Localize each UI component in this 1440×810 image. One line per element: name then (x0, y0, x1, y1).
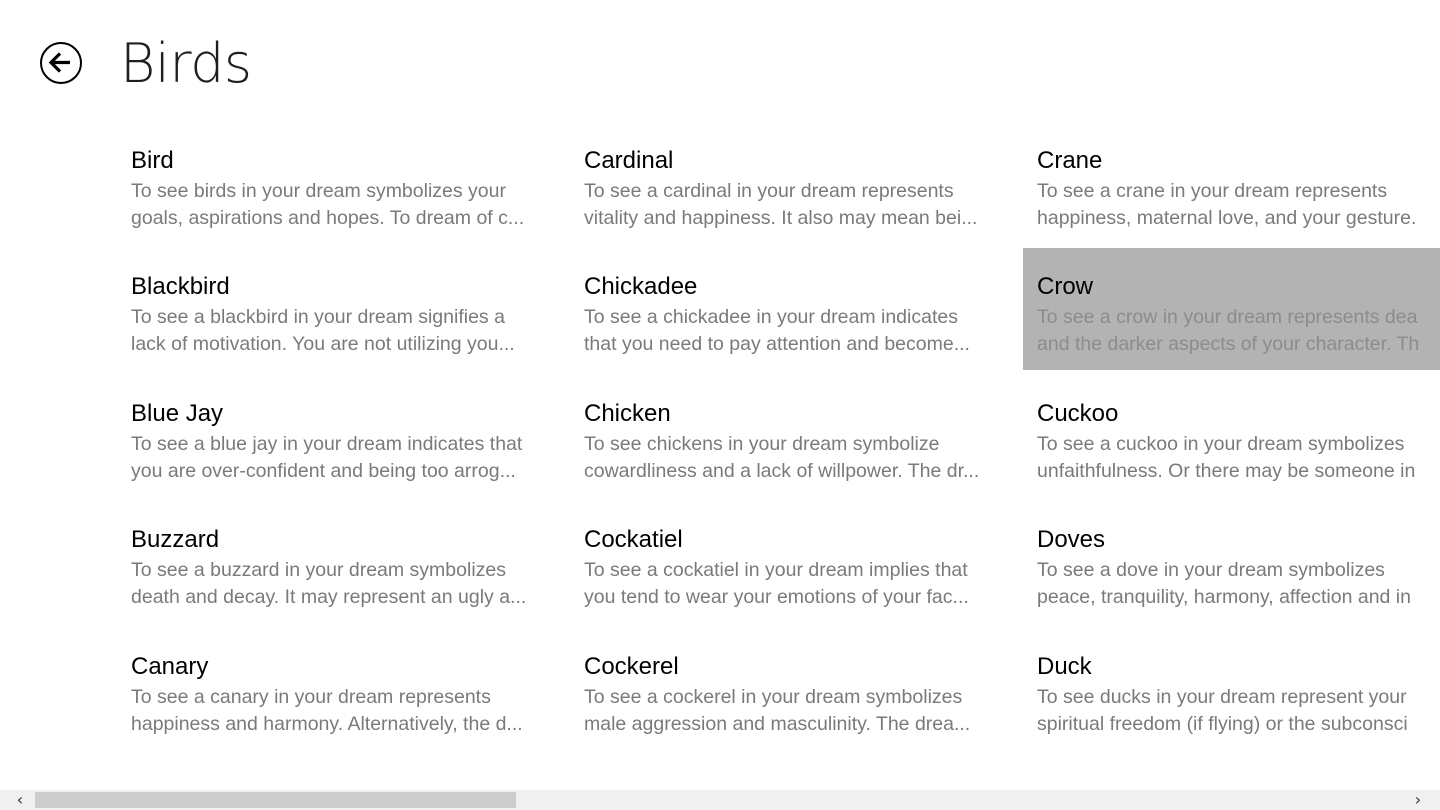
item-description-line: To see ducks in your dream represent your (1037, 686, 1407, 708)
item-description-line: To see a dove in your dream symbolizes (1037, 559, 1385, 581)
item-title: Crow (1037, 273, 1094, 300)
item-description-line: you tend to wear your emotions of your fac... (584, 586, 969, 608)
item-title: Canary (131, 653, 209, 680)
item-title: Crane (1037, 147, 1103, 174)
item-description (584, 684, 1003, 738)
item-description-line: unfaithfulness. Or there may be someone in (1037, 460, 1416, 482)
list-item[interactable] (1026, 132, 1440, 254)
item-description-line: To see a blackbird in your dream signifies a (131, 306, 505, 328)
item-description (131, 557, 550, 611)
item-description-line: cowardliness and a lack of willpower. The dr... (584, 460, 980, 482)
list-item[interactable] (120, 638, 550, 760)
item-description-line: To see a blue jay in your dream indicates that (131, 433, 523, 455)
list-item[interactable] (573, 132, 1003, 254)
item-description-line: To see a chickadee in your dream indicates (584, 306, 958, 328)
item-description (131, 684, 550, 738)
item-title: Duck (1037, 653, 1092, 680)
list-item[interactable] (120, 132, 550, 254)
item-title: Chicken (584, 400, 671, 427)
item-description (131, 304, 550, 358)
scroll-thumb[interactable] (35, 792, 516, 808)
item-description (584, 431, 1003, 485)
item-title: Cockerel (584, 653, 679, 680)
item-title: Buzzard (131, 526, 220, 553)
item-description-line: To see a cuckoo in your dream symbolizes (1037, 433, 1405, 455)
scroll-right-arrow-icon[interactable]: › (1414, 790, 1422, 809)
item-title: Cuckoo (1037, 400, 1119, 427)
item-description-line: To see a crow in your dream represents dea (1037, 306, 1418, 328)
item-description-line: To see a cockatiel in your dream implies that (584, 559, 968, 581)
list-item[interactable] (573, 258, 1003, 380)
item-title: Cardinal (584, 147, 674, 174)
item-description-line: vitality and happiness. It also may mean bei... (584, 207, 978, 229)
list-item[interactable] (573, 638, 1003, 760)
item-description (1037, 304, 1440, 358)
item-description-line: To see a cardinal in your dream represents (584, 180, 954, 202)
list-item[interactable] (1026, 385, 1440, 507)
list-item[interactable] (573, 511, 1003, 633)
item-description-line: peace, tranquility, harmony, affection and in (1037, 586, 1411, 608)
item-description-line: death and decay. It may represent an ugly a... (131, 586, 527, 608)
list-item[interactable] (1026, 511, 1440, 633)
item-description-line: you are over-confident and being too arrog... (131, 460, 516, 482)
item-description-line: To see a buzzard in your dream symbolizes (131, 559, 507, 581)
item-description (1037, 557, 1440, 611)
item-description-line: happiness and harmony. Alternatively, the d... (131, 713, 523, 735)
list-item[interactable] (1023, 248, 1440, 370)
item-title: Doves (1037, 526, 1106, 553)
item-description (1037, 431, 1440, 485)
item-description (1037, 178, 1440, 232)
item-description-line: male aggression and masculinity. The drea... (584, 713, 971, 735)
item-description-line: spiritual freedom (if flying) or the subconsci (1037, 713, 1408, 735)
item-title: Blackbird (131, 273, 230, 300)
item-description-line: happiness, maternal love, and your gesture. (1037, 207, 1417, 229)
item-description (584, 178, 1003, 232)
item-description-line: To see chickens in your dream symbolize (584, 433, 940, 455)
item-description-line: To see a crane in your dream represents (1037, 180, 1388, 202)
item-description (131, 178, 550, 232)
list-item[interactable] (1026, 638, 1440, 760)
item-description (584, 304, 1003, 358)
item-description-line: lack of motivation. You are not utilizing you... (131, 333, 515, 355)
item-description-line: and the darker aspects of your character. Th (1037, 333, 1420, 355)
horizontal-scrollbar[interactable] (0, 790, 1440, 810)
item-description-line: To see a cockerel in your dream symbolizes (584, 686, 963, 708)
item-description (131, 431, 550, 485)
item-title: Blue Jay (131, 400, 224, 427)
item-description (584, 557, 1003, 611)
page-title: Birds (120, 32, 252, 95)
list-item[interactable] (120, 385, 550, 507)
item-title: Chickadee (584, 273, 698, 300)
list-item[interactable] (120, 258, 550, 380)
item-title: Bird (131, 147, 174, 174)
item-description-line: To see birds in your dream symbolizes your (131, 180, 506, 202)
scroll-left-arrow-icon[interactable]: ‹ (16, 790, 24, 809)
item-description-line: goals, aspirations and hopes. To dream of c... (131, 207, 525, 229)
item-description-line: that you need to pay attention and become... (584, 333, 970, 355)
list-item[interactable] (573, 385, 1003, 507)
item-description (1037, 684, 1440, 738)
item-description-line: To see a canary in your dream represents (131, 686, 491, 708)
list-item[interactable] (120, 511, 550, 633)
item-title: Cockatiel (584, 526, 683, 553)
